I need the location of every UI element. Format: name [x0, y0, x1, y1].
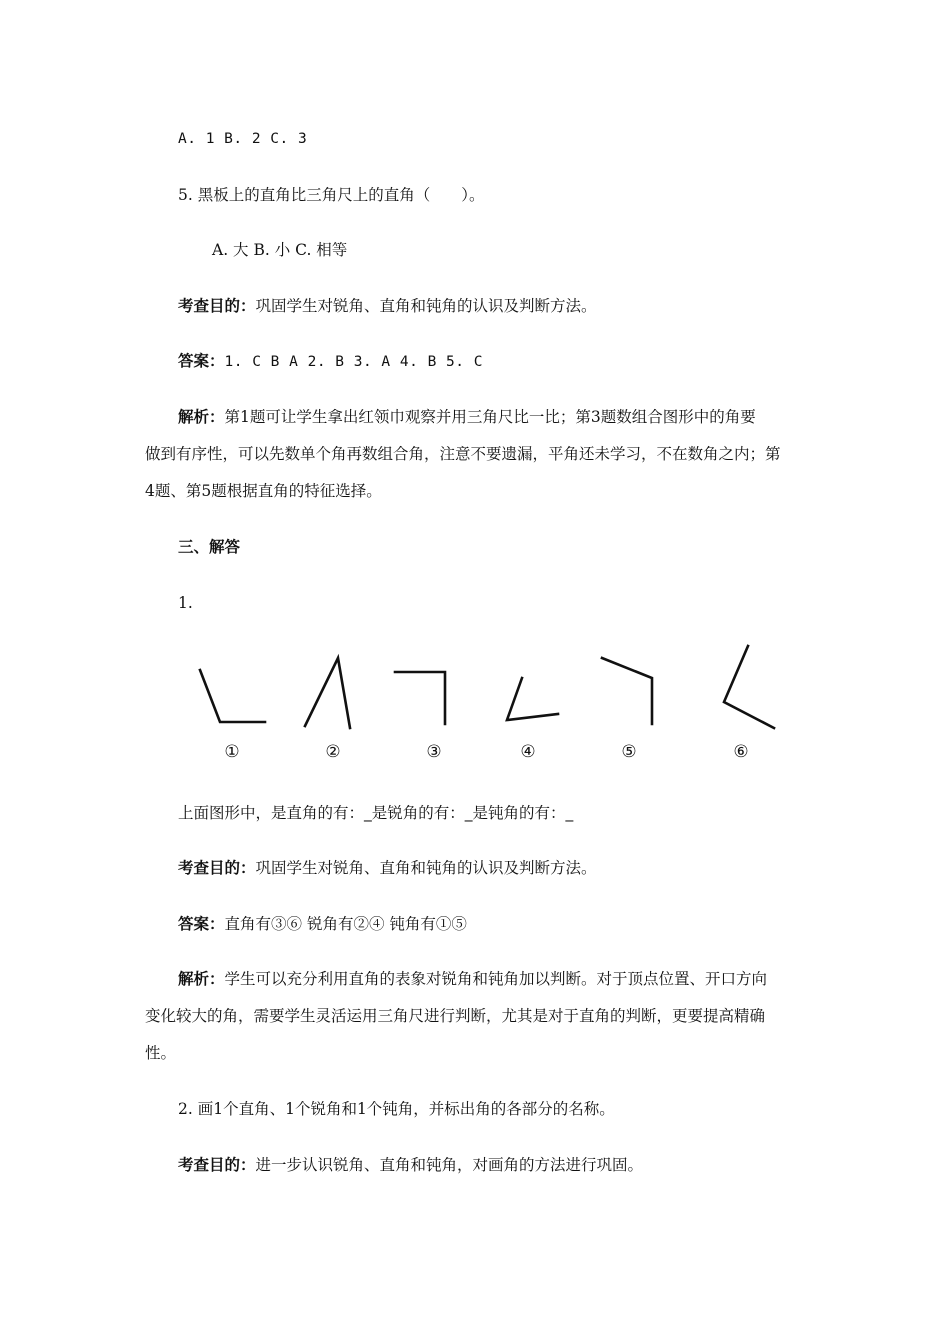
q1-answer-label: 答案： — [178, 914, 225, 933]
q1-analysis-label: 解析： — [178, 969, 225, 988]
purpose-paragraph — [178, 296, 597, 316]
q2-purpose-label: 考查目的： — [178, 1155, 256, 1174]
q2-purpose-text: 进一步认识锐角、直角和钝角，对画角的方法进行巩固。 — [255, 1156, 644, 1174]
q1-question: 上面图形中，是直角的有：_是锐角的有：_是钝角的有：_ — [178, 804, 574, 822]
q1-analysis-text-1: 学生可以充分利用直角的表象对锐角和钝角加以判断。对于顶点位置、开口方向 — [224, 970, 768, 988]
q4-options: A. 1 B. 2 C. 3 — [178, 131, 308, 147]
q2-purpose-paragraph — [178, 1155, 643, 1175]
angles-figure — [180, 640, 790, 770]
figure-label-4: ④ — [520, 742, 536, 762]
purpose-label: 考查目的： — [178, 296, 256, 315]
answer-label: 答案： — [178, 351, 225, 370]
angle-4-acute — [507, 678, 558, 720]
angle-2-acute — [305, 658, 350, 728]
analysis-label: 解析： — [178, 407, 225, 426]
figure-label-5: ⑤ — [621, 742, 637, 762]
figure-label-6: ⑥ — [733, 742, 749, 762]
q1-answer-paragraph — [178, 914, 467, 934]
figure-label-3: ③ — [426, 742, 442, 762]
purpose-text: 巩固学生对锐角、直角和钝角的认识及判断方法。 — [255, 297, 597, 315]
q1-purpose-text: 巩固学生对锐角、直角和钝角的认识及判断方法。 — [255, 859, 597, 877]
analysis-text-1: 第1题可让学生拿出红领巾观察并用三角尺比一比；第3题数组合图形中的角要 — [224, 408, 756, 426]
angle-6-right — [724, 646, 774, 728]
q1-analysis-line-2: 变化较大的角，需要学生灵活运用三角尺进行判断，尤其是对于直角的判断，更要提高精确 — [145, 1007, 766, 1025]
analysis-line-1 — [178, 407, 756, 427]
q1-answer-text: 直角有③⑥ 锐角有②④ 钝角有①⑤ — [224, 915, 467, 933]
section-heading: 三、解答 — [178, 537, 241, 556]
q1-purpose-label: 考查目的： — [178, 858, 256, 877]
q1-number: 1. — [178, 594, 193, 612]
analysis-line-3: 4题、第5题根据直角的特征选择。 — [145, 482, 382, 500]
q1-analysis-line-3: 性。 — [145, 1044, 177, 1062]
answer-paragraph — [178, 351, 483, 372]
figure-label-2: ② — [325, 742, 341, 762]
angle-3-right — [395, 672, 445, 724]
q5-options: A. 大 B. 小 C. 相等 — [212, 241, 348, 259]
angle-1-obtuse — [200, 670, 265, 722]
q1-purpose-paragraph — [178, 858, 597, 878]
figure-label-1: ① — [224, 742, 240, 762]
q5-stem: 5. 黑板上的直角比三角尺上的直角（ ）。 — [178, 186, 485, 204]
q2-stem: 2. 画1个直角、1个锐角和1个钝角，并标出角的各部分的名称。 — [178, 1100, 615, 1118]
q1-analysis-line-1 — [178, 969, 767, 989]
answer-text: 1. C B A 2. B 3. A 4. B 5. C — [224, 354, 483, 370]
angle-5-obtuse — [602, 658, 652, 724]
analysis-line-2: 做到有序性，可以先数单个角再数组合角，注意不要遗漏，平角还未学习，不在数角之内；第 — [145, 445, 781, 463]
